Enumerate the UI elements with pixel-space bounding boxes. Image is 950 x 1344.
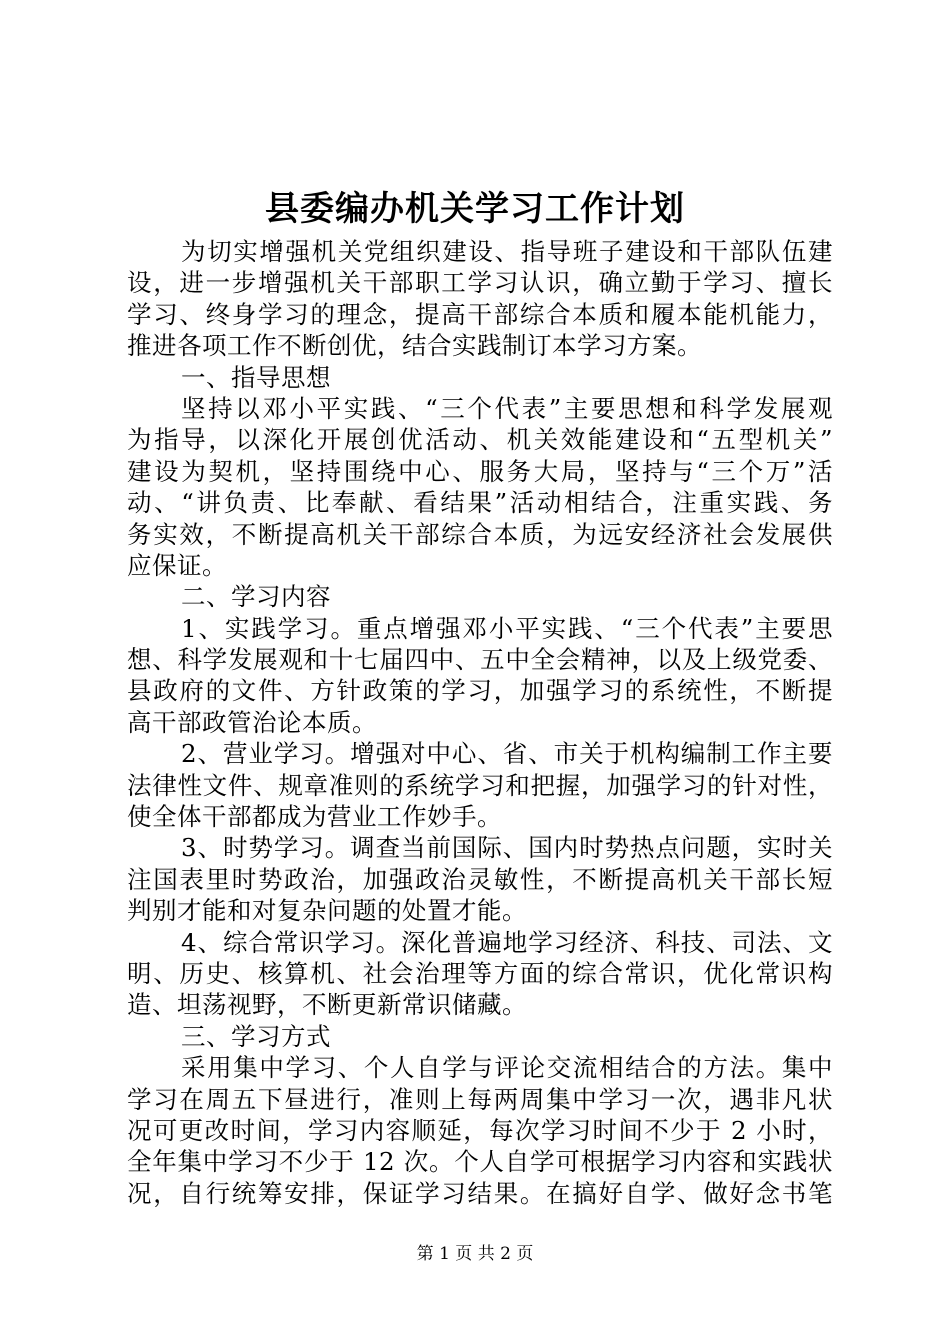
text-line: 推进各项工作不断创优，结合实践制订本学习方案。 [127,331,702,361]
text-line: 县政府的文件、方针政策的学习，加强学习的系统性，不断提 [127,676,833,706]
text-line: 想、科学发展观和十七届四中、五中全会精神，以及上级党委、 [127,645,833,675]
text-line: 况可更改时间，学习内容顺延，每次学习时间不少于 2 小时， [127,1115,833,1145]
text-line: 4、综合常识学习。深化普遍地学习经济、科技、司法、文 [181,927,833,957]
document-title: 县委编办机关学习工作计划 [265,189,685,229]
text-line: 造、坦荡视野，不断更新常识储藏。 [127,990,527,1020]
text-line: 注国表里时势政治，加强政治灵敏性，不断提高机关干部长短 [127,864,833,894]
text-line: 况，自行统筹安排，保证学习结果。在搞好自学、做好念书笔 [127,1178,833,1208]
text-line: 建设为契机，坚持围绕中心、服务大局，坚持与“三个万”活 [127,456,833,486]
text-line: 设，进一步增强机关干部职工学习认识，确立勤于学习、擅长 [127,268,833,298]
text-line: 3、时势学习。调查当前国际、国内时势热点问题，实时关 [181,833,833,863]
text-line: 二、学习内容 [181,582,331,612]
text-line: 坚持以邓小平实践、“三个代表”主要思想和科学发展观 [181,393,833,423]
text-line: 使全体干部都成为营业工作妙手。 [127,802,502,832]
text-line: 采用集中学习、个人自学与评论交流相结合的方法。集中 [181,1053,833,1083]
text-line: 务实效，不断提高机关干部综合本质，为远安经济社会发展供 [127,519,833,549]
text-line: 应保证。 [127,550,227,580]
text-line: 为指导，以深化开展创优活动、机关效能建设和“五型机关” [127,425,833,455]
text-line: 明、历史、核算机、社会治理等方面的综合常识，优化常识构 [127,958,833,988]
text-line: 学习在周五下昼进行，准则上每两周集中学习一次，遇非凡状 [127,1084,833,1114]
document-body [127,236,833,1209]
text-line: 一、指导思想 [181,362,331,392]
text-line: 学习、终身学习的理念，提高干部综合本质和履本能机能力， [127,299,833,329]
text-line: 为切实增强机关党组织建设、指导班子建设和干部队伍建 [181,237,833,266]
text-line: 法律性文件、规章准则的系统学习和把握，加强学习的针对性， [127,770,833,800]
text-line: 判别才能和对复杂问题的处置才能。 [127,896,527,926]
text-line: 全年集中学习不少于 12 次。个人自学可根据学习内容和实践状 [127,1147,833,1177]
page-footer: 第 1 页 共 2 页 [416,1244,534,1264]
text-line: 动、“讲负责、比奉献、看结果”活动相结合，注重实践、务 [127,488,833,518]
text-line: 三、学习方式 [181,1021,331,1051]
text-line: 2、营业学习。增强对中心、省、市关于机构编制工作主要 [181,739,833,769]
text-line: 1、实践学习。重点增强邓小平实践、“三个代表”主要思 [181,613,833,643]
text-line: 高干部政管治论本质。 [127,707,377,737]
